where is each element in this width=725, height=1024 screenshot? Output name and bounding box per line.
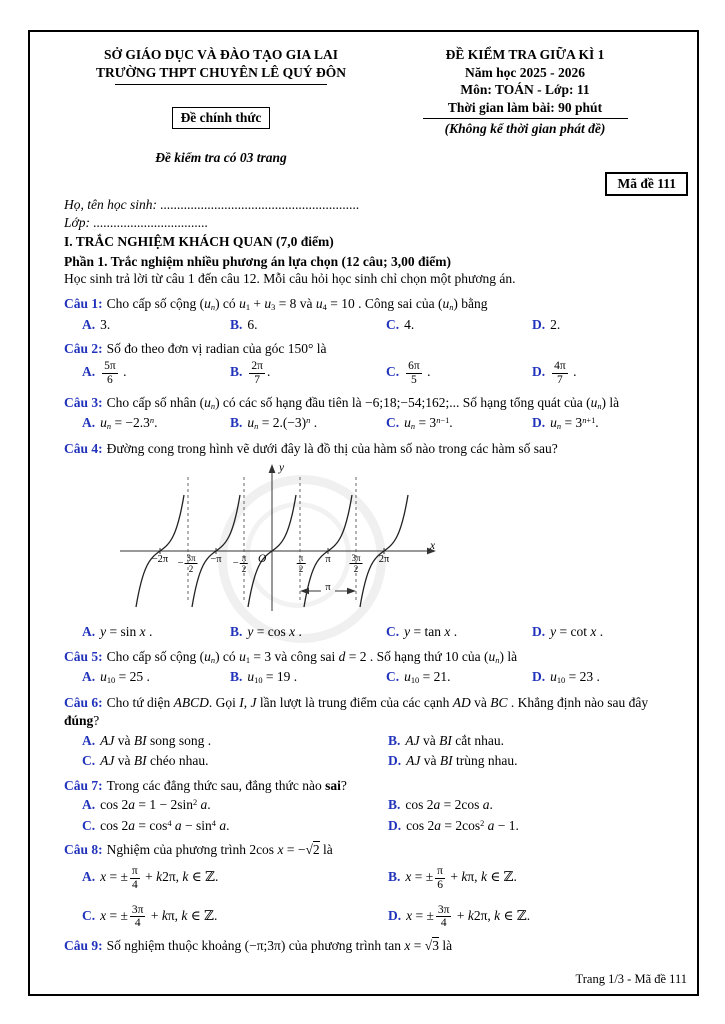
- question-5-text: Cho cấp số cộng $(u_n)$ có $u_1 = 3$ và công sai d = 2 . Số hạng thứ 10 của $(u_n)$ là: [106, 648, 518, 665]
- option-text-d: $u_{10} = 23$ .: [550, 669, 600, 686]
- school-name: TRƯỜNG THPT CHUYÊN LÊ QUÝ ĐÔN: [96, 64, 346, 80]
- option-key-c: C.: [386, 316, 400, 332]
- question-1: [64, 295, 660, 334]
- x-tick-pi-2: $\frac{\pi}{2}$: [298, 552, 304, 575]
- option-text-d: 2.: [550, 316, 561, 332]
- option-key-b: B.: [388, 869, 401, 885]
- option-key-d: D.: [532, 669, 546, 685]
- option-key-d: D.: [388, 817, 402, 833]
- option-key-c: C.: [82, 908, 96, 924]
- period-label: π: [325, 581, 331, 593]
- exam-code-box: Mã đề 111: [605, 172, 688, 196]
- student-class-line: Lớp: ..................................: [64, 214, 209, 230]
- option-key-b: B.: [230, 669, 243, 685]
- page-footer: Trang 1/3 - Mã đề 111: [575, 972, 687, 986]
- option-c: [386, 668, 532, 687]
- question-5-number: Câu 5:: [64, 648, 103, 664]
- option-text-d: y = cot x .: [550, 623, 604, 639]
- option-c: [386, 360, 532, 387]
- question-6-options: [64, 732, 660, 770]
- question-1-text: Cho cấp số cộng $(u_n)$ có $u_1 + u_3 = 8$ và $u_4 = 10$ . Công sai của $(u_n)$ bằng: [106, 295, 488, 312]
- origin-label: O: [258, 552, 267, 565]
- option-b: [230, 668, 386, 687]
- tan-graph-svg: [92, 461, 452, 621]
- page-content: [64, 46, 676, 955]
- option-a: [82, 316, 230, 334]
- option-key-b: B.: [230, 316, 243, 332]
- option-b: [388, 732, 660, 750]
- option-key-c: C.: [386, 669, 400, 685]
- question-7-number: Câu 7:: [64, 777, 103, 793]
- option-a: [82, 414, 230, 433]
- duration: Thời gian làm bài: 90 phút: [447, 99, 603, 115]
- question-4-text: Đường cong trong hình vẽ dưới đây là đồ thị của hàm số nào trong các hàm số sau?: [106, 441, 558, 457]
- x-tick-3pi-2: $\frac{3\pi}{2}$: [351, 552, 361, 575]
- question-8-number: Câu 8:: [64, 842, 103, 858]
- option-key-d: D.: [532, 415, 546, 431]
- option-b: [230, 360, 386, 387]
- subject-grade: Môn: TOÁN - Lớp: 11: [460, 82, 590, 98]
- question-9-text: Số nghiệm thuộc khoảng (−π;3π) của phương trình tan x = √3 là: [106, 938, 453, 954]
- option-text-a: $u_{10} = 25$ .: [100, 669, 150, 686]
- option-text-b: x = ± $\frac{\pi}{6}$ + kπ, k ∈ ℤ.: [405, 864, 517, 891]
- option-d: [532, 360, 660, 387]
- option-text-c: $u_{10} = 21$.: [404, 669, 451, 686]
- option-text-a: $\cos 2a = 1 - 2\sin^2$ a.: [100, 797, 211, 813]
- question-8-stem: [64, 841, 660, 859]
- question-3: [64, 394, 660, 434]
- option-key-c: C.: [386, 623, 400, 639]
- option-text-c: $\frac{6\pi}{5}$ .: [408, 359, 431, 386]
- y-axis-label: y: [279, 461, 285, 474]
- question-3-number: Câu 3:: [64, 394, 103, 410]
- option-text-b: $\frac{2\pi}{7}$ .: [251, 359, 271, 386]
- option-key-a: A.: [82, 623, 96, 639]
- option-text-a: x = ± $\frac{\pi}{4}$ + k2π, k ∈ ℤ.: [100, 864, 219, 891]
- part-1-instruction: Học sinh trả lời từ câu 1 đến câu 12. Mỗi câu hỏi học sinh chỉ chọn một phương án.: [64, 271, 516, 287]
- option-text-c: AJ và BI chéo nhau.: [100, 753, 209, 769]
- question-4: [64, 440, 660, 640]
- option-a: [82, 360, 230, 387]
- option-key-b: B.: [230, 623, 243, 639]
- question-6: [64, 694, 660, 769]
- question-5: [64, 648, 660, 688]
- option-text-c: $u_n = 3^{n-1}$.: [404, 415, 453, 432]
- option-c: [82, 904, 388, 931]
- option-text-a: $\frac{5\pi}{6}$ .: [104, 359, 127, 386]
- option-key-a: A.: [82, 732, 96, 748]
- x-tick-neg-pi: −π: [210, 553, 222, 565]
- option-text-d: $u_n = 3^{n+1}$.: [550, 415, 599, 432]
- pages-note: Đề kiểm tra có 03 trang: [155, 149, 287, 165]
- option-a: [82, 732, 388, 750]
- question-2: [64, 340, 660, 386]
- question-6-stem: [64, 694, 660, 729]
- option-d: [532, 623, 660, 641]
- option-key-d: D.: [532, 623, 546, 639]
- option-key-a: A.: [82, 669, 96, 685]
- option-key-d: D.: [388, 753, 402, 769]
- question-7-options: [64, 796, 660, 834]
- option-b: [388, 865, 660, 892]
- question-9-stem: [64, 937, 660, 955]
- option-c: [386, 623, 532, 641]
- option-d: [532, 414, 660, 433]
- option-text-c: y = tan x .: [404, 623, 458, 639]
- x-tick-2pi: 2π: [378, 553, 390, 565]
- option-text-a: 3.: [100, 316, 111, 332]
- option-key-c: C.: [386, 364, 400, 380]
- option-text-d: $\frac{4\pi}{7}$ .: [554, 359, 577, 386]
- question-8-options: [64, 865, 660, 931]
- option-key-b: B.: [230, 364, 243, 380]
- exam-title: ĐỀ KIỂM TRA GIỮA KÌ 1: [445, 47, 605, 62]
- question-1-number: Câu 1:: [64, 295, 103, 311]
- section-1-title: I. TRẮC NGHIỆM KHÁCH QUAN (7,0 điểm): [64, 234, 334, 250]
- option-key-b: B.: [230, 415, 243, 431]
- question-2-options: [64, 360, 660, 387]
- question-9: [64, 937, 660, 955]
- question-1-stem: [64, 295, 660, 314]
- option-a: [82, 865, 388, 892]
- option-key-a: A.: [82, 415, 96, 431]
- option-key-a: A.: [82, 316, 96, 332]
- question-8-text: Nghiệm của phương trình 2cos x = −√2 là: [106, 842, 333, 858]
- question-7-stem: [64, 777, 660, 795]
- question-9-number: Câu 9:: [64, 938, 103, 954]
- option-c: [386, 316, 532, 334]
- option-text-c: $\cos 2a = \cos^4 a - \sin^4 a$.: [100, 817, 230, 833]
- option-text-a: y = sin x .: [100, 623, 153, 639]
- option-d: [532, 316, 660, 334]
- option-key-b: B.: [388, 732, 401, 748]
- option-text-a: $u_n = -2.3^n$.: [100, 415, 158, 432]
- question-3-stem: [64, 394, 660, 413]
- option-d: [532, 668, 660, 687]
- question-4-number: Câu 4:: [64, 441, 103, 457]
- school-year: Năm học 2025 - 2026: [465, 64, 585, 80]
- option-b: [230, 316, 386, 334]
- question-3-text: Cho cấp số nhân $(u_n)$ có các số hạng đầu tiên là −6;18;−54;162;... Số hạng tổng quát của $(u_n)$ là: [106, 394, 620, 411]
- option-text-d: AJ và BI trùng nhau.: [406, 753, 518, 769]
- option-text-b: cos 2a = 2cos a.: [405, 797, 493, 813]
- question-7: [64, 777, 660, 835]
- option-key-a: A.: [82, 869, 96, 885]
- option-key-c: C.: [82, 817, 96, 833]
- question-5-options: [64, 668, 660, 687]
- option-key-a: A.: [82, 797, 96, 813]
- option-key-d: D.: [388, 908, 402, 924]
- question-4-options: [64, 623, 660, 641]
- option-a: [82, 668, 230, 687]
- option-key-d: D.: [532, 316, 546, 332]
- option-text-a: AJ và BI song song .: [100, 732, 212, 748]
- option-text-b: 6.: [247, 316, 258, 332]
- option-text-b: y = cos x .: [247, 623, 302, 639]
- x-tick-neg-3pi-2: − $\frac{3\pi}{2}$: [177, 552, 196, 575]
- question-8: [64, 841, 660, 930]
- option-text-c: 4.: [404, 316, 415, 332]
- option-d: [388, 752, 660, 770]
- option-text-d: $\cos 2a = 2\cos^2$ a − 1.: [406, 817, 519, 833]
- option-key-a: A.: [82, 364, 96, 380]
- header-left: [64, 46, 378, 196]
- option-text-b: $u_n = 2.(-3)^n$ .: [247, 415, 318, 432]
- option-b: [230, 414, 386, 433]
- x-axis-label: x: [430, 539, 436, 552]
- header-right-rule: [423, 118, 628, 119]
- option-text-c: x = ± $\frac{3\pi}{4}$ + kπ, k ∈ ℤ.: [100, 903, 218, 930]
- option-a: [82, 796, 388, 814]
- q4-function-graph: [92, 461, 452, 621]
- question-4-stem: [64, 440, 660, 458]
- question-5-stem: [64, 648, 660, 667]
- x-tick-neg-pi-2: − $\frac{\pi}{2}$: [232, 552, 247, 575]
- option-a: [82, 623, 230, 641]
- question-3-options: [64, 414, 660, 433]
- x-tick-neg-2pi: −2π: [151, 553, 169, 565]
- option-c: [386, 414, 532, 433]
- department-name: SỞ GIÁO DỤC VÀ ĐÀO TẠO GIA LAI: [104, 47, 338, 62]
- question-6-text: Cho tứ diện ABCD. Gọi I, J lần lượt là trung điểm của các cạnh AD và BC . Khẳng định nào sau đây đúng?: [64, 695, 649, 728]
- option-d: [388, 817, 660, 835]
- part-1-title: Phần 1. Trắc nghiệm nhiều phương án lựa chọn (12 câu; 3,00 điểm): [64, 253, 451, 269]
- option-c: [82, 817, 388, 835]
- duration-note: (Không kể thời gian phát đề): [444, 121, 606, 137]
- official-exam-box: Đề chính thức: [172, 107, 271, 129]
- question-1-options: [64, 316, 660, 334]
- option-b: [230, 623, 386, 641]
- option-c: [82, 752, 388, 770]
- student-name-line: Họ, tên học sinh: ...........................................................: [64, 197, 360, 212]
- option-key-b: B.: [388, 797, 401, 813]
- option-key-c: C.: [386, 415, 400, 431]
- option-key-c: C.: [82, 753, 96, 769]
- option-text-d: x = ± $\frac{3\pi}{4}$ + k2π, k ∈ ℤ.: [406, 903, 531, 930]
- question-2-stem: [64, 340, 660, 358]
- exam-header: [64, 46, 660, 196]
- question-2-number: Câu 2:: [64, 341, 103, 357]
- question-7-text: Trong các đẳng thức sau, đẳng thức nào sai?: [106, 777, 347, 793]
- option-b: [388, 796, 660, 814]
- question-6-number: Câu 6:: [64, 695, 103, 711]
- option-text-b: $u_{10} = 19$ .: [247, 669, 298, 686]
- option-key-d: D.: [532, 364, 546, 380]
- option-d: [388, 904, 660, 931]
- x-tick-pi: π: [325, 553, 331, 565]
- question-2-text: Số đo theo đơn vị radian của góc 150° là: [106, 341, 327, 357]
- option-text-b: AJ và BI cắt nhau.: [405, 732, 504, 748]
